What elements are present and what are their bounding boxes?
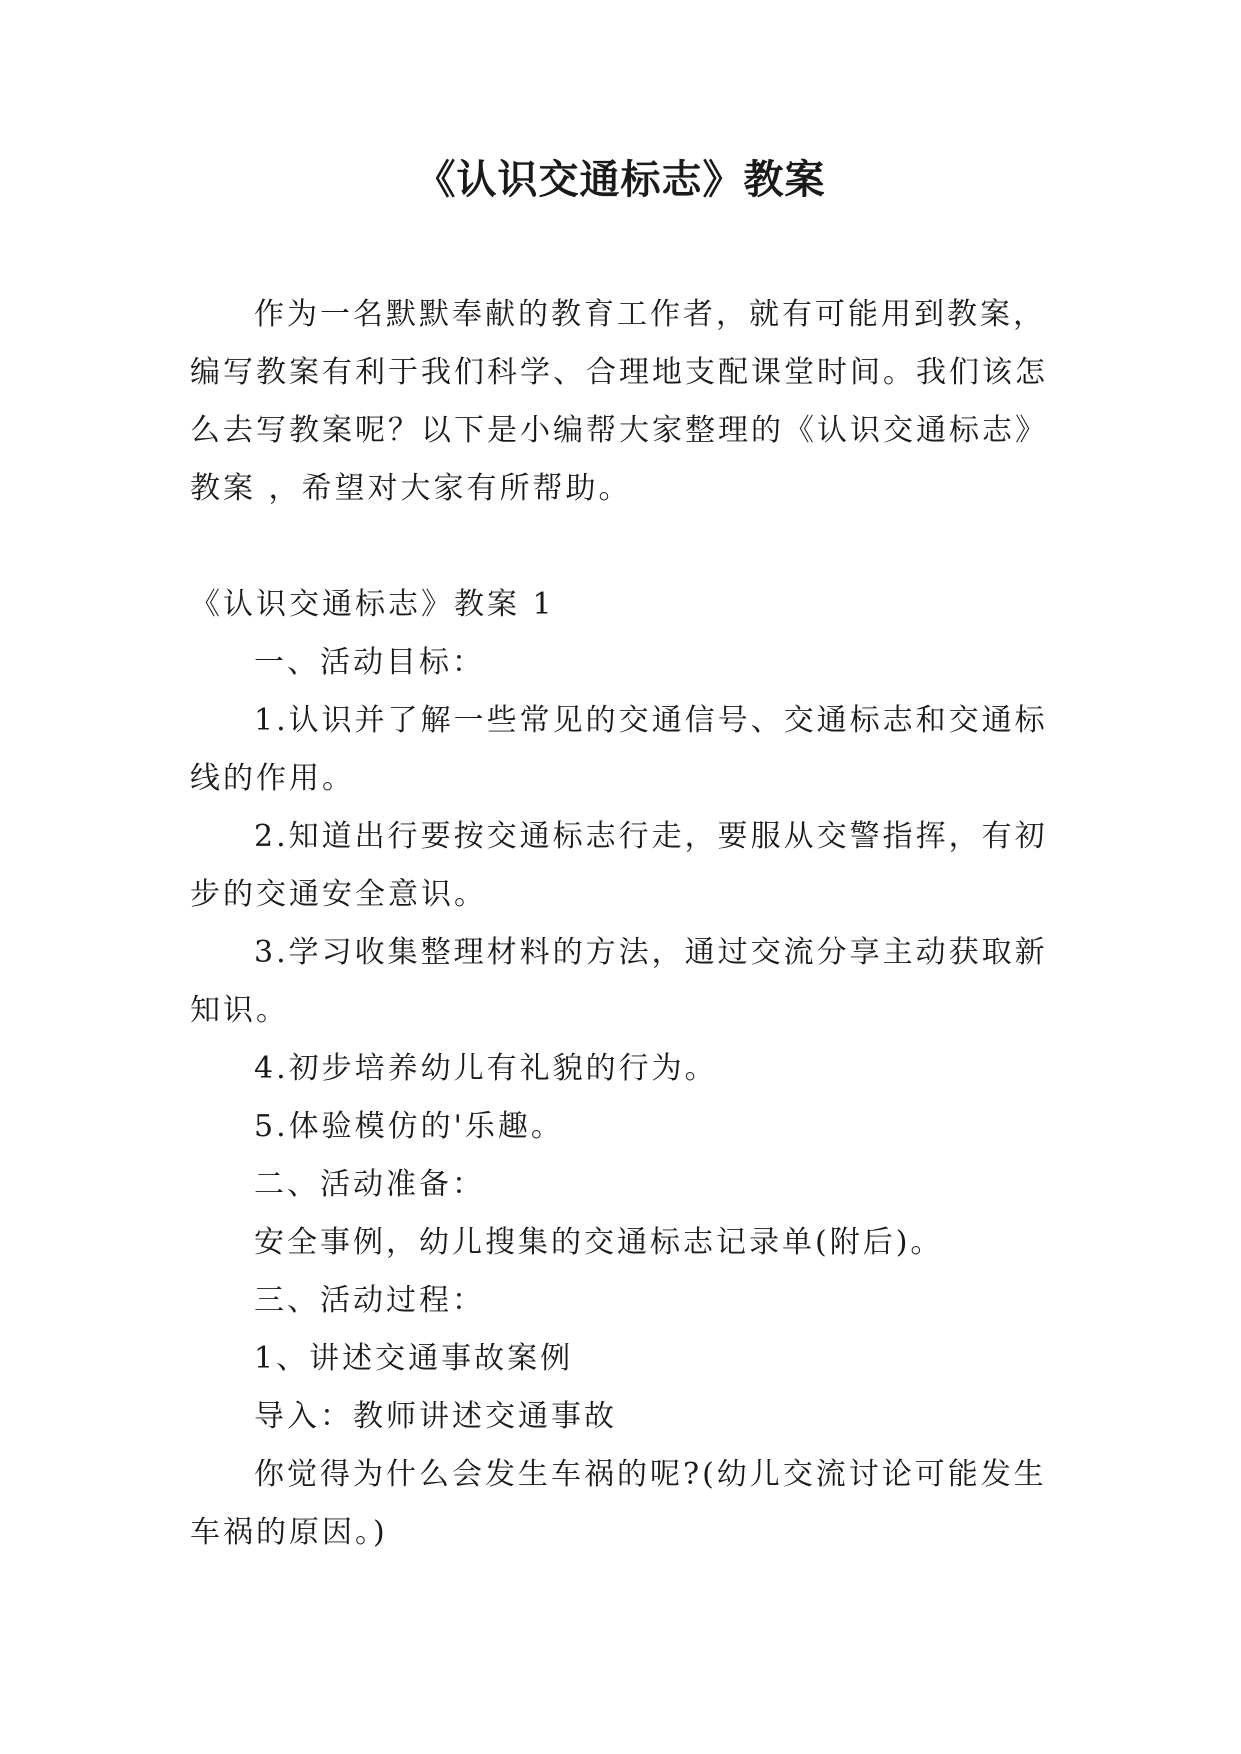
paragraph-goal-1: 1.认识并了解一些常见的交通信号、交通标志和交通标线的作用。 [190,703,1048,796]
paragraph-question: 你觉得为什么会发生车祸的呢?(幼儿交流讨论可能发生车祸的原因。) [190,1457,1047,1550]
paragraph-goal-5: 5.体验模仿的'乐趣。 [254,1109,564,1144]
paragraph-process-heading: 三、活动过程： [254,1283,485,1318]
document-title: 《认识交通标志》教案 [415,157,826,203]
paragraph-preparation-heading: 二、活动准备： [254,1167,485,1202]
document-body [190,286,1060,1562]
section-heading: 《认识交通标志》教案 1 [190,587,555,622]
paragraph-goal-2: 2.知道出行要按交通标志行走，要服从交警指挥，有初步的交通安全意识。 [190,819,1048,912]
paragraph-goals-heading: 一、活动目标： [254,645,485,680]
paragraph-introduction: 导入：教师讲述交通事故 [254,1399,617,1434]
paragraph-goal-4: 4.初步培养幼儿有礼貌的行为。 [254,1051,718,1086]
paragraph-process-step-1: 1、讲述交通事故案例 [254,1341,574,1376]
paragraph-goal-3: 3.学习收集整理材料的方法，通过交流分享主动获取新知识。 [190,935,1048,1028]
intro-paragraph: 作为一名默默奉献的教育工作者，就有可能用到教案，编写教案有利于我们科学、合理地支配课堂时间。我们该怎么去写教案呢？以下是小编帮大家整理的《认识交通标志》教案 ，希望对大家有所帮助。 [190,297,1048,506]
paragraph-preparation: 安全事例，幼儿搜集的交通标志记录单(附后)。 [254,1225,944,1260]
